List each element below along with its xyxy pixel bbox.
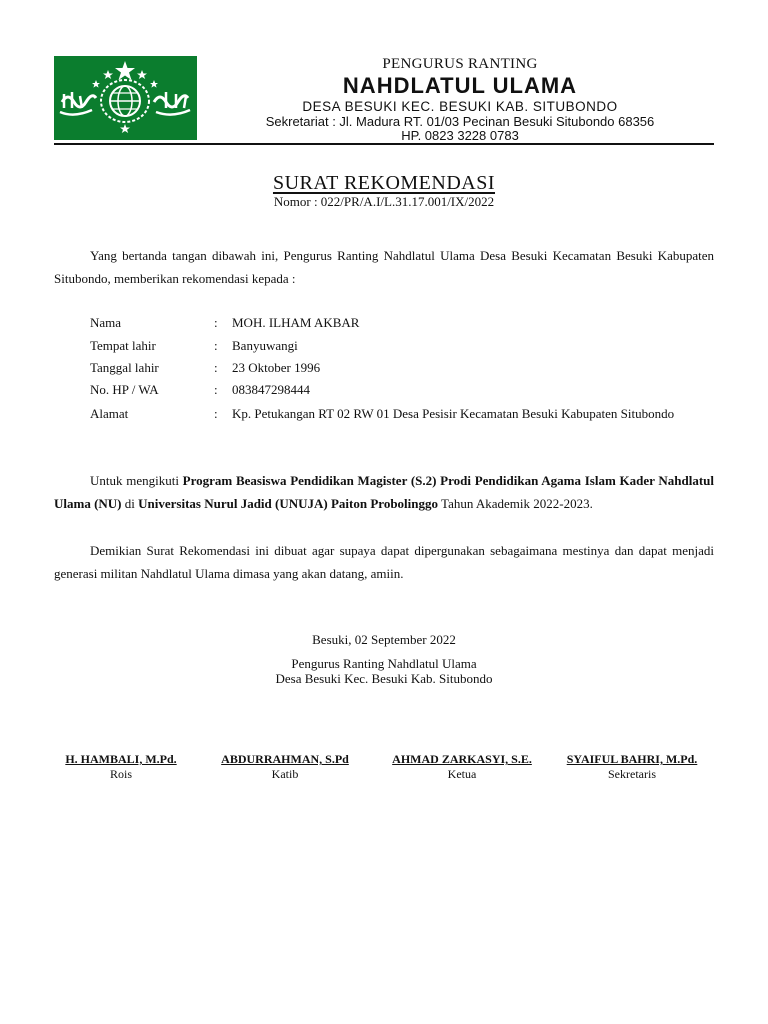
purpose-text-3: Tahun Akademik 2022-2023. [438,496,593,511]
letter-number: Nomor : 022/PR/A.I/L.31.17.001/IX/2022 [273,194,495,209]
identity-sep: : [214,315,218,330]
purpose-paragraph [54,469,714,515]
nu-emblem-graphic [54,56,197,140]
signatory-name: ABDURRAHMAN, S.Pd [221,752,349,766]
closing-paragraph: Demikian Surat Rekomendasi ini dibuat agar supaya dapat dipergunakan sebagaimana mestinya dan dapat menjadi generasi militan Nahdlatul Ulama dimasa yang akan datang, amiin. [54,543,714,581]
identity-sep: : [214,382,218,397]
letterhead-line-pengurus: PENGURUS RANTING [382,56,538,72]
identity-key: Tanggal lahir [90,360,159,375]
letterhead-divider [54,143,714,145]
signatory-sekretaris [552,752,712,781]
signatory-role: Sekretaris [608,767,656,781]
identity-key: Nama [90,315,122,330]
signatory-role: Rois [109,767,132,781]
signatory-rois [50,752,192,781]
letterhead-address: Sekretariat : Jl. Madura RT. 01/03 Pecinan Besuki Situbondo 68356 [265,114,655,129]
identity-sep: : [214,406,218,421]
letterhead [240,56,680,143]
signatory-name: AHMAD ZARKASYI, S.E. [392,752,532,766]
place-date: Besuki, 02 September 2022 [312,632,456,647]
purpose-program: Program Beasiswa Pendidikan Magister (S.2) Prodi Pendidikan Agama Islam Kader Nahdlatul Ulama (NU) [54,473,715,511]
signatory-role: Ketua [447,767,477,781]
letter-title: SURAT REKOMENDASI [272,172,496,194]
signatory-name: H. HAMBALI, M.Pd. [65,752,177,766]
org-line-1: Pengurus Ranting Nahdlatul Ulama [291,656,477,671]
nu-logo-icon [54,56,197,140]
signatory-katib [207,752,363,781]
identity-key: No. HP / WA [90,382,159,397]
opening-paragraph: Yang bertanda tangan dibawah ini, Pengurus Ranting Nahdlatul Ulama Desa Besuki Kecamatan Besuki Kabupaten Situbondo, memberikan rekomendasi kepada : [54,248,714,286]
identity-value: 083847298444 [232,382,310,397]
identity-key: Tempat lahir [90,338,156,353]
purpose-text-2: di [121,496,139,511]
purpose-university: Universitas Nurul Jadid (UNUJA) Paiton Probolinggo [138,496,439,511]
letterhead-phone: HP. 0823 3228 0783 [401,128,519,143]
signatory-role: Katib [271,767,299,781]
identity-sep: : [214,338,218,353]
signatory-ketua [376,752,548,781]
purpose-text-1: Untuk mengikuti [90,473,183,488]
identity-value: MOH. ILHAM AKBAR [232,315,360,330]
identity-sep: : [214,360,218,375]
letterhead-region: DESA BESUKI KEC. BESUKI KAB. SITUBONDO [302,99,618,114]
identity-key: Alamat [90,406,129,421]
org-line-2: Desa Besuki Kec. Besuki Kab. Situbondo [275,671,493,686]
identity-value: 23 Oktober 1996 [232,360,321,375]
identity-value: Kp. Petukangan RT 02 RW 01 Desa Pesisir Kecamatan Besuki Kabupaten Situbondo [232,406,675,421]
identity-value: Banyuwangi [232,338,298,353]
signatory-name: SYAIFUL BAHRI, M.Pd. [566,752,698,766]
letterhead-org-name: NAHDLATUL ULAMA [342,73,578,98]
